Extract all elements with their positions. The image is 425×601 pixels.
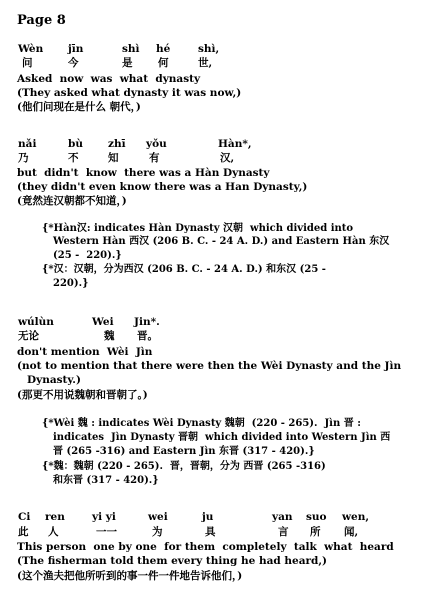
page-number: Page 8 (17, 13, 66, 28)
chinese-translation: (那更不用说魏朝和晋朝了。) (17, 389, 148, 401)
hanzi-char: 何 (158, 57, 169, 69)
footnote-line: 220).} (53, 278, 89, 289)
gloss-line: This person one by one for them completely talk what heard (17, 541, 394, 553)
footnote-line: {*Wèi 魏 : indicates Wèi Dynasty 魏朝 (220 - 265). Jìn 晋 : (42, 418, 361, 429)
pinyin-syllable: hé (156, 43, 171, 55)
hanzi-char: 汉, (220, 152, 235, 164)
footnote-line: 和东晋 (317 - 420).} (53, 475, 159, 486)
footnote-line: 晋 (265 -316) and Eastern Jìn 东晋 (317 - 420).} (53, 446, 315, 457)
pinyin-syllable: ren (45, 511, 65, 523)
hanzi-char: 所 (310, 526, 321, 538)
footnote-line: {*汉：汉朝，分为西汉 (206 B. C. - 24 A. D.) 和东汉 (25 - (42, 264, 326, 275)
hanzi-char: 此 (18, 526, 29, 538)
pinyin-syllable: suo (306, 511, 327, 523)
pinyin-syllable: wei (148, 511, 168, 523)
pinyin-syllable: nǎi (18, 138, 37, 150)
hanzi-char: 是 (122, 57, 133, 69)
pinyin-syllable: jīn (68, 43, 84, 55)
pinyin-syllable: wúlùn (18, 316, 54, 328)
hanzi-char: 乃 (18, 152, 29, 164)
hanzi-char: 言 (278, 526, 289, 538)
english-translation: (they didn't even know there was a Han Dynasty,) (17, 181, 308, 193)
pinyin-syllable: yi yi (92, 511, 116, 523)
hanzi-char: 人 (48, 526, 59, 538)
hanzi-char: 魏 (104, 330, 115, 342)
hanzi-char: 为 (152, 526, 163, 538)
english-translation-cont: Dynasty.) (27, 374, 81, 386)
hanzi-char: 世, (198, 57, 213, 69)
pinyin-syllable: Jin*. (134, 316, 160, 328)
pinyin-syllable: yan (272, 511, 293, 523)
chinese-translation: (这个渔夫把他所听到的事一件一件地告诉他们，) (17, 570, 243, 582)
gloss-line: don't mention Wèi Jìn (17, 346, 153, 358)
hanzi-char: 晋。 (137, 330, 158, 342)
hanzi-char: 无论 (18, 330, 39, 342)
hanzi-char: 一一 (96, 526, 117, 538)
footnote-line: Western Hàn 西汉 (206 B. C. - 24 A. D.) and Eastern Hàn 东汉 (53, 236, 390, 247)
english-translation: (The fisherman told them every thing he had heard,) (17, 555, 327, 567)
pinyin-syllable: Wei (92, 316, 114, 328)
english-translation: (not to mention that there were then the Wèi Dynasty and the Jìn (17, 360, 402, 372)
hanzi-char: 今 (68, 57, 79, 69)
chinese-translation: (竟然连汉朝都不知道，) (17, 195, 127, 207)
english-translation: (They asked what dynasty it was now,) (17, 87, 242, 99)
footnote-line: indicates Jìn Dynasty 晋朝 which divided into Western Jìn 西 (53, 432, 391, 443)
pinyin-syllable: Ci (18, 511, 31, 523)
hanzi-char: 闻, (344, 526, 359, 538)
chinese-translation: (他们问现在是什么 朝代，) (17, 101, 141, 113)
pinyin-syllable: ju (202, 511, 214, 523)
pinyin-syllable: shì, (198, 43, 220, 55)
gloss-line: Asked now was what dynasty (17, 73, 201, 85)
pinyin-syllable: shì (122, 43, 140, 55)
hanzi-char: 具 (205, 526, 216, 538)
gloss-line: but didn't know there was a Hàn Dynasty (17, 167, 270, 179)
pinyin-syllable: wen, (342, 511, 370, 523)
pinyin-syllable: bù (68, 138, 83, 150)
pinyin-syllable: Wèn (18, 43, 44, 55)
pinyin-syllable: zhī (108, 138, 126, 150)
hanzi-char: 有 (149, 152, 160, 164)
pinyin-syllable: yǒu (146, 138, 167, 150)
footnote-line: {*Hàn汉: indicates Hàn Dynasty 汉朝 which divided into (42, 223, 354, 234)
footnote-line: (25 - 220).} (53, 250, 122, 261)
pinyin-syllable: Hàn*, (218, 138, 252, 150)
footnote-line: {*魏：魏朝 (220 - 265). 晋，晋朝，分为 西晋 (265 -316) (42, 461, 326, 472)
hanzi-char: 知 (108, 152, 119, 164)
hanzi-char: 问 (22, 57, 33, 69)
hanzi-char: 不 (68, 152, 79, 164)
